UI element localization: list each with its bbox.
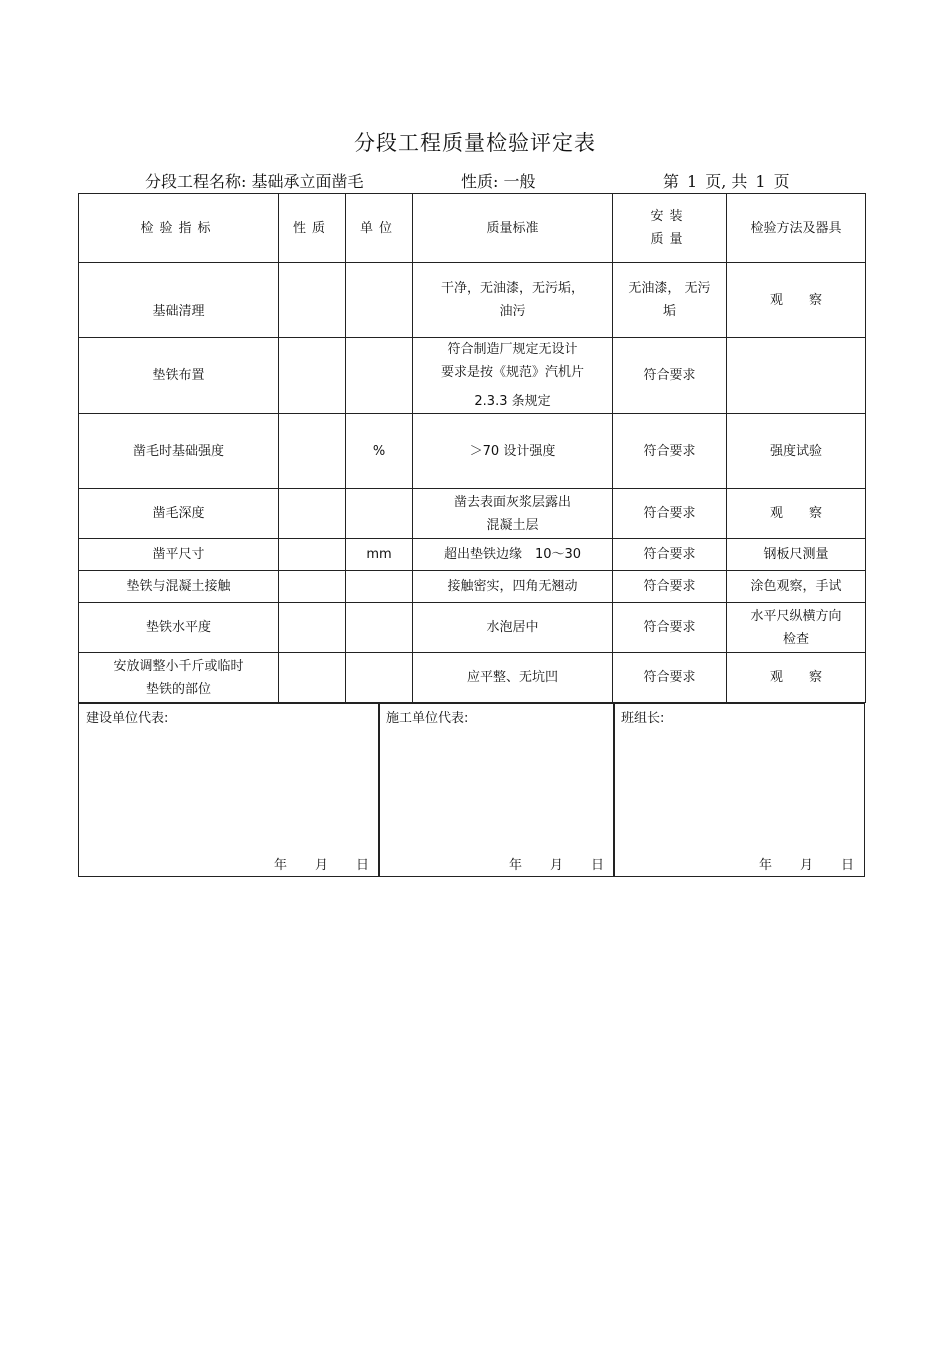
nature-label: 性质: — [461, 172, 499, 191]
signature-date: 年 月 日 — [508, 858, 604, 873]
row-quality: 符合要求 — [613, 539, 727, 571]
row-unit: % — [346, 414, 413, 489]
row-standard: ＞70 设计强度 — [413, 414, 613, 489]
table-row — [79, 603, 866, 653]
row-nature — [279, 489, 346, 539]
row-method: 观 察 — [727, 653, 866, 703]
row-standard: 干净，无油漆，无污垢， 油污 — [413, 263, 613, 338]
row-unit — [346, 263, 413, 338]
row-method: 水平尺纵横方向 检查 — [727, 603, 866, 653]
signature-label: 建设单位代表: — [86, 711, 169, 726]
project-name-value: 基础承立面凿毛 — [251, 172, 364, 191]
row-standard: 接触密实，四角无翘动 — [413, 571, 613, 603]
signature-box-builder — [78, 703, 380, 877]
page-indicator — [663, 169, 790, 192]
row-standard: 凿去表面灰浆层露出 混凝土层 — [413, 489, 613, 539]
row-item: 凿平尺寸 — [79, 539, 279, 571]
row-item: 垫铁水平度 — [79, 603, 279, 653]
row-quality: 符合要求 — [613, 653, 727, 703]
table-row — [79, 414, 866, 489]
row-item: 凿毛深度 — [79, 489, 279, 539]
nature-value: 一般 — [503, 172, 536, 191]
header-standard: 质量标准 — [413, 194, 613, 263]
row-method: 强度试验 — [727, 414, 866, 489]
row-standard: 符合制造厂规定无设计 要求是按《规范》汽机片 2.3.3 条规定 — [413, 338, 613, 414]
row-item: 凿毛时基础强度 — [79, 414, 279, 489]
header-nature: 性质 — [279, 194, 346, 263]
row-nature — [279, 263, 346, 338]
signature-date: 年 月 日 — [273, 858, 369, 873]
header-row — [79, 194, 866, 263]
nature-line — [461, 169, 536, 192]
page-number: 1 — [687, 172, 698, 191]
row-item: 安放调整小千斤或临时 垫铁的部位 — [79, 653, 279, 703]
row-method: 观 察 — [727, 263, 866, 338]
row-method: 涂色观察，手试 — [727, 571, 866, 603]
row-unit — [346, 603, 413, 653]
row-item: 基础清理 — [79, 263, 279, 338]
row-unit — [346, 489, 413, 539]
row-item: 垫铁与混凝土接触 — [79, 571, 279, 603]
row-standard: 应平整、无坑凹 — [413, 653, 613, 703]
row-standard: 超出垫铁边缘 10～30 — [413, 539, 613, 571]
table-row — [79, 338, 866, 414]
row-nature — [279, 414, 346, 489]
header-install-quality-line2: 质量 — [650, 232, 689, 247]
row-quality: 符合要求 — [613, 489, 727, 539]
row-unit — [346, 653, 413, 703]
row-standard: 水泡居中 — [413, 603, 613, 653]
signature-date: 年 月 日 — [758, 858, 854, 873]
table-row — [79, 653, 866, 703]
row-nature — [279, 653, 346, 703]
row-method: 观 察 — [727, 489, 866, 539]
row-nature — [279, 571, 346, 603]
row-nature — [279, 603, 346, 653]
signature-box-team-leader — [613, 703, 865, 877]
table-row — [79, 263, 866, 338]
row-method — [727, 338, 866, 414]
row-unit — [346, 571, 413, 603]
inspection-table — [78, 193, 866, 703]
row-method: 钢板尺测量 — [727, 539, 866, 571]
page-prefix: 第 — [663, 172, 680, 191]
table-row — [79, 571, 866, 603]
header-unit: 单位 — [346, 194, 413, 263]
signature-label: 施工单位代表: — [386, 711, 469, 726]
row-item: 垫铁布置 — [79, 338, 279, 414]
table-row — [79, 539, 866, 571]
row-quality: 符合要求 — [613, 603, 727, 653]
signature-box-contractor — [378, 703, 615, 877]
table-row — [79, 489, 866, 539]
project-name-label: 分段工程名称: — [145, 172, 247, 191]
page-mid: 页, 共 — [705, 172, 748, 191]
row-unit — [346, 338, 413, 414]
row-quality: 符合要求 — [613, 571, 727, 603]
header-item: 检验指标 — [79, 194, 279, 263]
row-quality: 无油漆， 无污 垢 — [613, 263, 727, 338]
row-unit: mm — [346, 539, 413, 571]
header-install-quality-line1: 安装 — [650, 209, 689, 224]
row-quality: 符合要求 — [613, 338, 727, 414]
page-suffix: 页 — [773, 172, 790, 191]
signature-label: 班组长: — [621, 711, 665, 726]
header-install-quality — [613, 194, 727, 263]
row-nature — [279, 539, 346, 571]
project-name-line — [145, 169, 364, 192]
page-total: 1 — [755, 172, 766, 191]
row-quality: 符合要求 — [613, 414, 727, 489]
page-title: 分段工程质量检验评定表 — [354, 131, 596, 155]
header-method: 检验方法及器具 — [727, 194, 866, 263]
row-nature — [279, 338, 346, 414]
